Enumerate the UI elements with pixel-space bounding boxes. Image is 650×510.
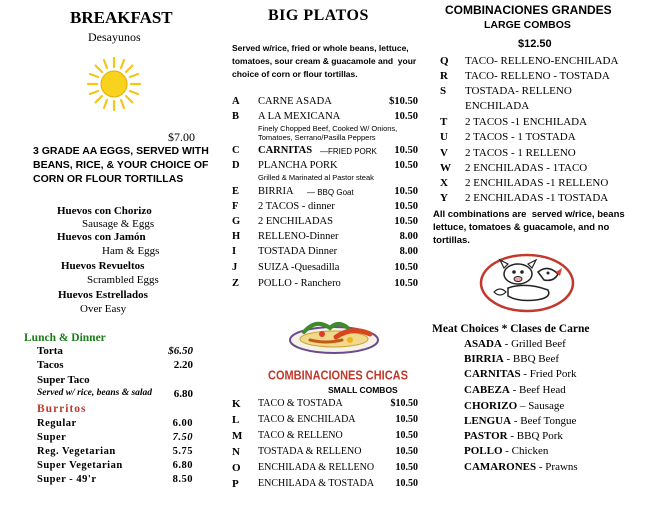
item-price: 8.50	[172, 474, 193, 485]
menu-row	[440, 85, 648, 100]
meat-name: CHORIZO	[464, 400, 518, 412]
item-letter: T	[440, 116, 448, 128]
breakfast-item-name: Huevos con Chorizo	[57, 205, 152, 217]
list-item	[464, 430, 563, 442]
item-price: 10.50	[394, 145, 418, 156]
small-combos-title: COMBINACIONES CHICAS	[268, 369, 408, 383]
breakfast-item-detail: Scrambled Eggs	[87, 274, 159, 286]
lunch-dinner-title: Lunch & Dinner	[24, 332, 106, 344]
item-name: 2 TACOS - dinner	[258, 201, 335, 212]
item-price: 8.00	[399, 231, 418, 242]
breakfast-item-name: Huevos Estrellados	[58, 289, 148, 301]
meat-description: - Fried Pork	[520, 368, 577, 380]
sun-icon	[86, 56, 142, 112]
item-name: 2 ENCHILADAS -1 RELLENO	[465, 177, 609, 189]
item-letter: I	[232, 246, 237, 257]
item-price: 10.50	[395, 430, 418, 441]
list-item	[464, 368, 577, 380]
breakfast-title: BREAKFAST	[70, 8, 173, 27]
item-name: Regular	[37, 418, 77, 429]
menu-row	[232, 278, 418, 292]
item-letter: R	[440, 70, 448, 82]
item-letter: Q	[440, 55, 449, 67]
item-letter: V	[440, 147, 448, 159]
item-letter: H	[232, 231, 241, 242]
meat-description: - BBQ Beef	[503, 353, 560, 365]
menu-row	[232, 216, 418, 230]
item-price: $10.50	[390, 398, 418, 409]
menu-row	[37, 359, 193, 373]
meat-name: ASADA	[464, 338, 502, 350]
item-price: 10.50	[395, 414, 418, 425]
item-price: 10.50	[394, 216, 418, 227]
item-name: TOSTADA & RELLENO	[258, 446, 362, 457]
item-price: 10.50	[395, 462, 418, 473]
menu-row	[232, 430, 418, 444]
menu-row	[232, 201, 418, 215]
menu-row	[232, 111, 418, 125]
item-note: Grilled & Marinated al Pastor steak	[258, 173, 374, 182]
menu-row	[37, 418, 193, 432]
item-name: 2 TACOS - 1 TOSTADA	[465, 131, 576, 143]
item-name: CARNE ASADA	[258, 96, 332, 107]
menu-row	[440, 131, 648, 146]
menu-row	[232, 462, 418, 476]
item-letter: E	[232, 186, 240, 197]
item-letter: L	[232, 414, 240, 426]
meat-description: - Prawns	[536, 461, 578, 473]
list-item	[464, 338, 566, 350]
menu-row	[232, 262, 418, 276]
menu-row	[37, 388, 193, 402]
meat-name: CAMARONES	[464, 461, 537, 473]
item-letter: B	[232, 111, 240, 122]
breakfast-item-detail: Ham & Eggs	[102, 245, 160, 257]
item-name: BIRRIA	[258, 186, 294, 197]
meat-choices-title: Meat Choices * Clases de Carne	[432, 323, 590, 335]
meat-description: – Sausage	[517, 400, 565, 412]
item-letter: M	[232, 430, 243, 442]
item-price: 10.50	[394, 201, 418, 212]
meat-description: - Grilled Beef	[501, 338, 566, 350]
item-name: A LA MEXICANA	[258, 111, 341, 122]
item-price: 6.80	[173, 388, 193, 400]
menu-row	[232, 246, 418, 260]
meat-name: POLLO	[464, 445, 503, 457]
combos-note: All combinations are served w/rice, beans lettuce, tomatoes & guacamole, and no tortillas.	[433, 209, 625, 246]
meat-description: - Chicken	[502, 445, 549, 457]
item-name: 2 TACOS -1 ENCHILADA	[465, 116, 588, 128]
item-price: 6.80	[172, 460, 193, 471]
list-item	[464, 461, 578, 473]
menu-row	[37, 474, 193, 488]
meat-description: - Beef Head	[509, 384, 566, 396]
item-name: TACO & RELLENO	[258, 430, 343, 441]
item-price: 6.00	[172, 418, 193, 429]
burritos-title: Burritos	[37, 403, 87, 415]
item-letter: S	[440, 85, 447, 97]
item-price: 10.50	[394, 278, 418, 289]
item-name: TACO & ENCHILADA	[258, 414, 356, 425]
item-letter: F	[232, 201, 239, 212]
item-note: — BBQ Goat	[307, 188, 354, 197]
item-letter: C	[232, 145, 240, 156]
menu-row	[440, 116, 648, 131]
menu-row	[37, 345, 193, 359]
item-name: SUIZA -Quesadilla	[258, 262, 340, 273]
menu-row	[232, 446, 418, 460]
item-name: CARNITAS	[258, 145, 313, 156]
meat-name: PASTOR	[464, 430, 508, 442]
item-price: 2.20	[173, 359, 193, 371]
item-letter: N	[232, 446, 240, 458]
item-name: 2 ENCHILADAS - 1TACO	[465, 162, 588, 174]
menu-row	[232, 478, 418, 492]
item-price: $10.50	[389, 96, 418, 107]
breakfast-subtitle: Desayunos	[88, 30, 141, 44]
menu-row	[440, 70, 648, 85]
item-name: Tacos	[37, 359, 64, 371]
breakfast-item-name: Huevos Revueltos	[61, 260, 145, 272]
list-item	[464, 353, 559, 365]
item-letter: U	[440, 131, 448, 143]
menu-row	[440, 192, 648, 207]
item-letter: D	[232, 160, 240, 171]
breakfast-item-detail: Sausage & Eggs	[82, 218, 155, 230]
item-name: TACO- RELLENO - TOSTADA	[465, 70, 610, 82]
menu-row	[37, 460, 193, 474]
item-name: RELLENO-Dinner	[258, 231, 339, 242]
item-letter: G	[232, 216, 241, 227]
item-price: 10.50	[394, 160, 418, 171]
list-item	[464, 400, 564, 412]
item-name: Super Taco	[37, 374, 90, 386]
item-letter: Y	[440, 192, 448, 204]
item-price: 8.00	[399, 246, 418, 257]
menu-row	[232, 145, 418, 159]
list-item	[464, 445, 548, 457]
item-note: Served w/ rice, beans & salad	[37, 388, 153, 398]
small-combos-subtitle: SMALL COMBOS	[328, 385, 398, 395]
item-name: ENCHILADA	[465, 100, 530, 112]
item-letter: P	[232, 478, 239, 490]
breakfast-price: $7.00	[168, 130, 195, 144]
breakfast-description: 3 GRADE AA EGGS, SERVED WITH BEANS, RICE, & YOUR CHOICE OF CORN OR FLOUR TORTILLAS	[33, 145, 209, 185]
item-name: POLLO - Ranchero	[258, 278, 341, 289]
item-note: Finely Chopped Beef, Cooked W/ Onions, Tomatoes, Serrano/Pasilla Peppers	[258, 124, 398, 142]
item-price: 10.50	[394, 111, 418, 122]
item-name: Super	[37, 432, 67, 443]
item-price: 7.50	[172, 432, 193, 443]
item-name: Reg. Vegetarian	[37, 446, 116, 457]
menu-row	[232, 414, 418, 428]
item-letter: W	[440, 162, 451, 174]
large-combos-title: COMBINACIONES GRANDES	[445, 3, 612, 17]
big-platos-title: BIG PLATOS	[268, 7, 369, 24]
menu-row	[37, 374, 193, 388]
food-plate-icon	[286, 310, 382, 356]
item-letter: K	[232, 398, 241, 410]
menu-row	[440, 177, 648, 192]
item-name: 2 ENCHILADAS	[258, 216, 333, 227]
item-letter: Z	[232, 278, 240, 289]
meat-description: - BBQ Pork	[507, 430, 563, 442]
menu-row	[232, 160, 418, 174]
meat-name: LENGUA	[464, 415, 512, 427]
big-platos-description: Served w/rice, fried or whole beans, lettuce, tomatoes, sour cream & guacamole and your choice of corn or flour tortillas.	[232, 43, 417, 79]
meat-description: - Beef Tongue	[511, 415, 577, 427]
item-name: 2 ENCHILADAS -1 TOSTADA	[465, 192, 609, 204]
meat-name: CABEZA	[464, 384, 510, 396]
item-name: Super - 49'r	[37, 474, 97, 485]
menu-row	[440, 55, 648, 70]
item-price: 10.50	[394, 262, 418, 273]
large-combos-price: $12.50	[518, 38, 552, 50]
list-item	[464, 384, 566, 396]
menu-row	[440, 162, 648, 177]
item-name: TACO- RELLENO-ENCHILADA	[465, 55, 619, 67]
large-combos-subtitle: LARGE COMBOS	[484, 19, 571, 31]
item-price: 10.50	[395, 478, 418, 489]
animals-illustration-icon	[478, 252, 576, 314]
meat-name: BIRRIA	[464, 353, 504, 365]
item-name: TACO & TOSTADA	[258, 398, 343, 409]
item-price: 10.50	[394, 186, 418, 197]
breakfast-item-detail: Over Easy	[80, 303, 127, 315]
item-letter: O	[232, 462, 241, 474]
menu-row	[232, 96, 418, 110]
item-price: 5.75	[172, 446, 193, 457]
item-name: PLANCHA PORK	[258, 160, 338, 171]
menu-row	[232, 186, 418, 200]
item-letter: A	[232, 96, 240, 107]
item-name: 2 TACOS - 1 RELLENO	[465, 147, 576, 159]
menu-row	[37, 446, 193, 460]
item-name: Torta	[37, 345, 63, 357]
list-item	[464, 415, 576, 427]
menu-row	[440, 147, 648, 162]
item-price: 10.50	[395, 446, 418, 457]
menu-row	[232, 231, 418, 245]
menu-row	[440, 100, 648, 115]
item-name: ENCHILADA & RELLENO	[258, 462, 375, 473]
item-letter: X	[440, 177, 448, 189]
item-note: —FRIED PORK	[320, 147, 377, 156]
item-name: TOSTADA Dinner	[258, 246, 338, 257]
item-letter: J	[232, 262, 238, 273]
item-name: ENCHILADA & TOSTADA	[258, 478, 375, 489]
item-price: $6.50	[168, 345, 193, 357]
item-name: Super Vegetarian	[37, 460, 123, 471]
meat-name: CARNITAS	[464, 368, 521, 380]
item-name: TOSTADA- RELLENO	[465, 85, 572, 97]
menu-row	[37, 432, 193, 446]
menu-row	[232, 398, 418, 412]
breakfast-item-name: Huevos con Jamón	[57, 231, 146, 243]
